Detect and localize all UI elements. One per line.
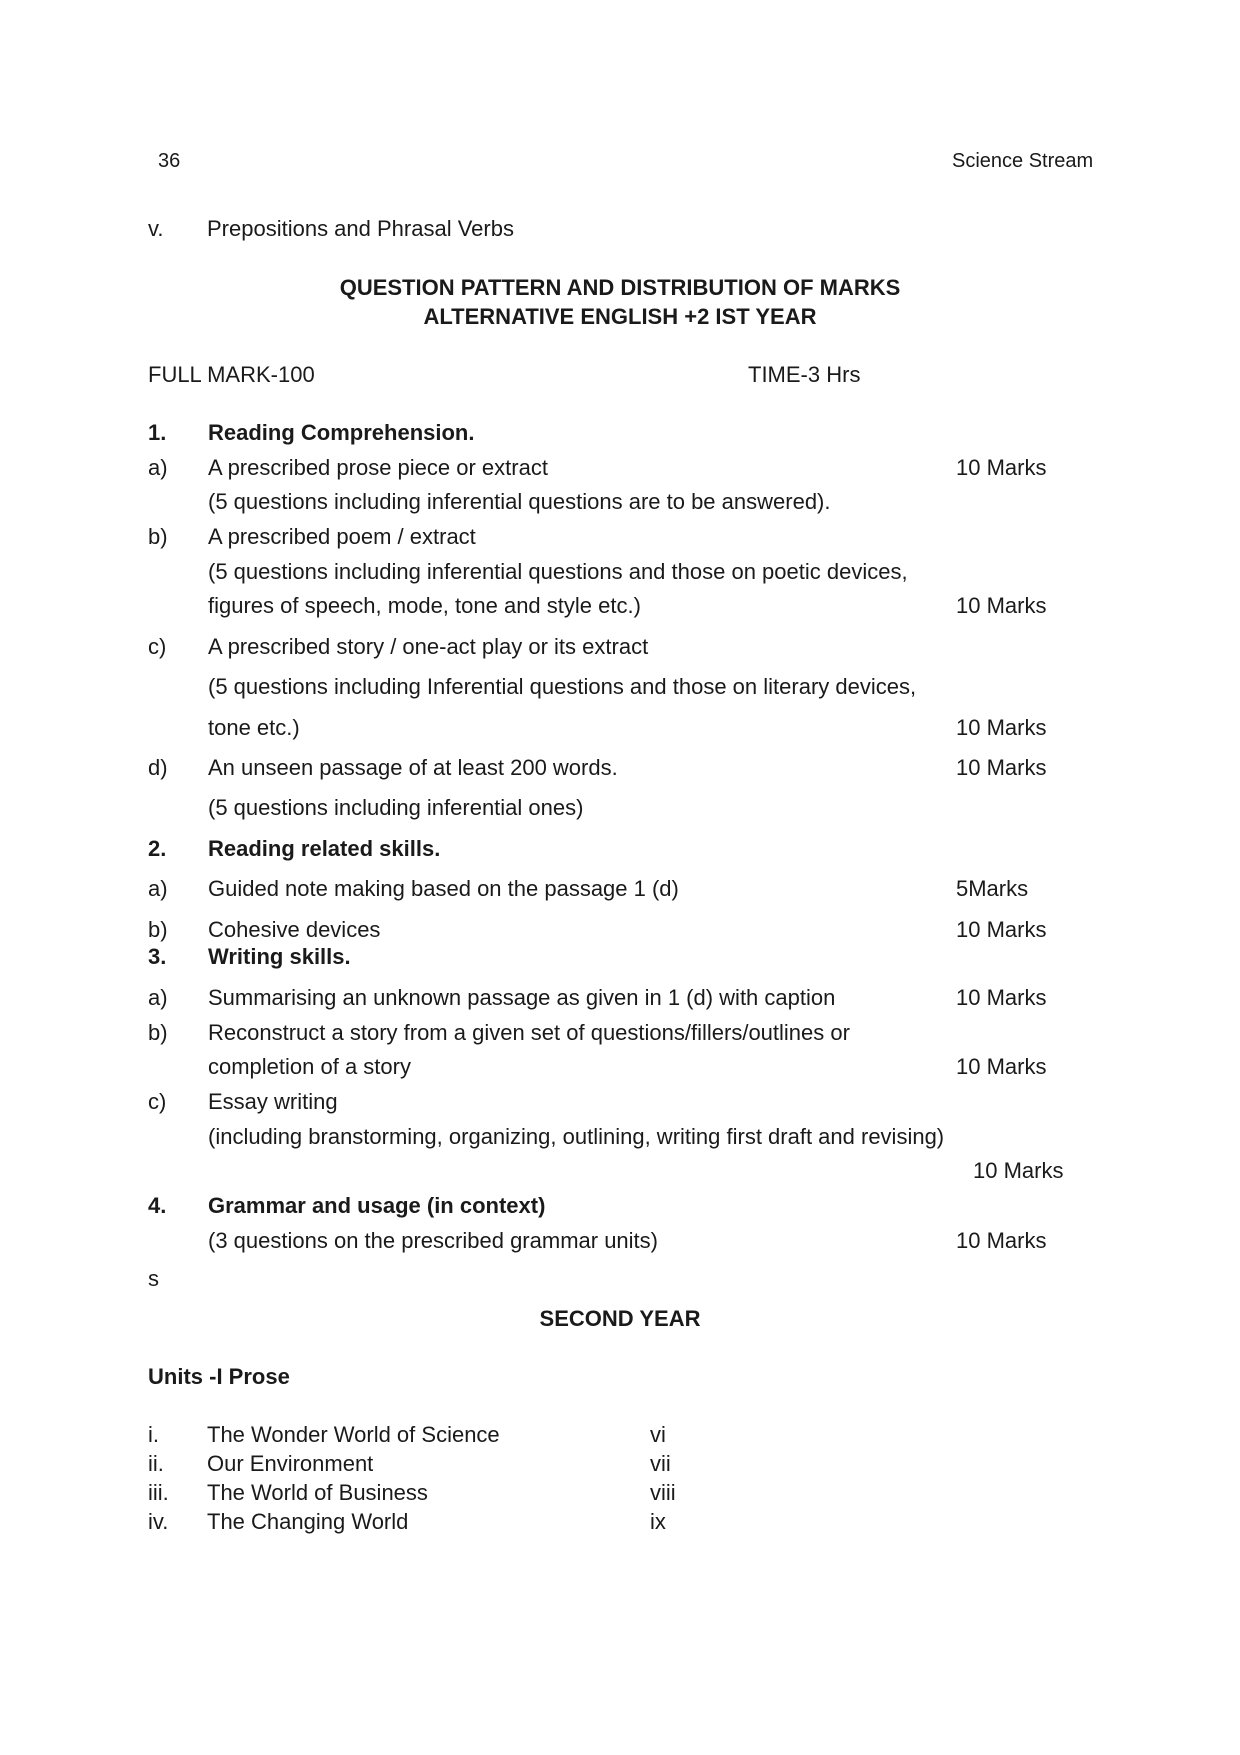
item-note: (5 questions including inferential questions and those on poetic devices, bbox=[208, 559, 908, 584]
unit-title: The Wonder World of Science bbox=[207, 1422, 500, 1447]
item-label: c) bbox=[148, 1089, 167, 1114]
item-label: a) bbox=[148, 455, 168, 480]
unit-title: The World of Business bbox=[207, 1480, 428, 1505]
item-marks: 10 Marks bbox=[956, 715, 1047, 740]
item-label: b) bbox=[148, 524, 168, 549]
item-note: figures of speech, mode, tone and style etc.) bbox=[208, 593, 641, 618]
item-label: a) bbox=[148, 985, 168, 1010]
item-marks: 10 Marks bbox=[973, 1158, 1064, 1183]
section-number: 4. bbox=[148, 1193, 167, 1218]
item-note: (5 questions including Inferential questions and those on literary devices, bbox=[208, 674, 917, 699]
time-allowed: TIME-3 Hrs bbox=[748, 362, 861, 387]
item-text: Cohesive devices bbox=[208, 917, 381, 942]
units-heading: Units -I Prose bbox=[148, 1364, 290, 1389]
item-marks: 10 Marks bbox=[956, 755, 1047, 780]
item-text: Guided note making based on the passage 1 (d) bbox=[208, 876, 679, 901]
item-label: a) bbox=[148, 876, 168, 901]
stray-character: s bbox=[148, 1266, 159, 1291]
item-number: v. bbox=[148, 216, 164, 241]
item-text: A prescribed story / one-act play or its extract bbox=[208, 634, 649, 659]
section-heading: Reading Comprehension. bbox=[208, 420, 475, 445]
stream-label: Science Stream bbox=[952, 150, 1094, 172]
section-heading: Reading related skills. bbox=[208, 836, 441, 861]
section-number: 3. bbox=[148, 944, 167, 969]
section-number: 1. bbox=[148, 420, 167, 445]
item-note: tone etc.) bbox=[208, 715, 300, 740]
unit-roman: vi bbox=[650, 1422, 666, 1447]
item-marks: 10 Marks bbox=[956, 593, 1047, 618]
unit-number: i. bbox=[148, 1422, 159, 1447]
item-label: d) bbox=[148, 755, 168, 780]
item-marks: 10 Marks bbox=[956, 1054, 1047, 1079]
item-note: (including branstorming, organizing, outlining, writing first draft and revising) bbox=[208, 1124, 945, 1149]
unit-title: Our Environment bbox=[207, 1451, 374, 1476]
item-marks: 5Marks bbox=[956, 876, 1029, 901]
item-text: A prescribed poem / extract bbox=[208, 524, 476, 549]
unit-number: ii. bbox=[148, 1451, 164, 1476]
item-text: An unseen passage of at least 200 words. bbox=[208, 755, 618, 780]
item-text: Summarising an unknown passage as given in 1 (d) with caption bbox=[208, 985, 836, 1010]
full-mark: FULL MARK-100 bbox=[148, 362, 315, 387]
item-note: (5 questions including inferential questions are to be answered). bbox=[208, 489, 831, 514]
unit-roman: ix bbox=[650, 1509, 666, 1534]
item-label: c) bbox=[148, 634, 167, 659]
section-heading: Grammar and usage (in context) bbox=[208, 1193, 546, 1218]
item-text: Essay writing bbox=[208, 1089, 338, 1114]
page-number: 36 bbox=[158, 150, 181, 172]
section-heading: Writing skills. bbox=[208, 944, 351, 969]
item-marks: 10 Marks bbox=[956, 917, 1047, 942]
item-marks: 10 Marks bbox=[956, 455, 1047, 480]
item-marks: 10 Marks bbox=[956, 1228, 1047, 1253]
unit-title: The Changing World bbox=[207, 1509, 409, 1534]
unit-roman: viii bbox=[650, 1480, 676, 1505]
item-text: Prepositions and Phrasal Verbs bbox=[207, 216, 514, 241]
unit-number: iv. bbox=[148, 1509, 169, 1534]
item-text: completion of a story bbox=[208, 1054, 411, 1079]
item-label: b) bbox=[148, 917, 168, 942]
page-subtitle: ALTERNATIVE ENGLISH +2 IST YEAR bbox=[423, 304, 817, 329]
unit-number: iii. bbox=[148, 1480, 169, 1505]
second-year-title: SECOND YEAR bbox=[539, 1306, 701, 1331]
item-label: b) bbox=[148, 1020, 168, 1045]
item-note: (5 questions including inferential ones) bbox=[208, 795, 584, 820]
item-note: (3 questions on the prescribed grammar units) bbox=[208, 1228, 658, 1253]
item-marks: 10 Marks bbox=[956, 985, 1047, 1010]
item-text: Reconstruct a story from a given set of questions/fillers/outlines or bbox=[208, 1020, 850, 1045]
section-number: 2. bbox=[148, 836, 167, 861]
unit-roman: vii bbox=[650, 1451, 671, 1476]
item-text: A prescribed prose piece or extract bbox=[208, 455, 548, 480]
page-title: QUESTION PATTERN AND DISTRIBUTION OF MARKS bbox=[339, 275, 901, 300]
